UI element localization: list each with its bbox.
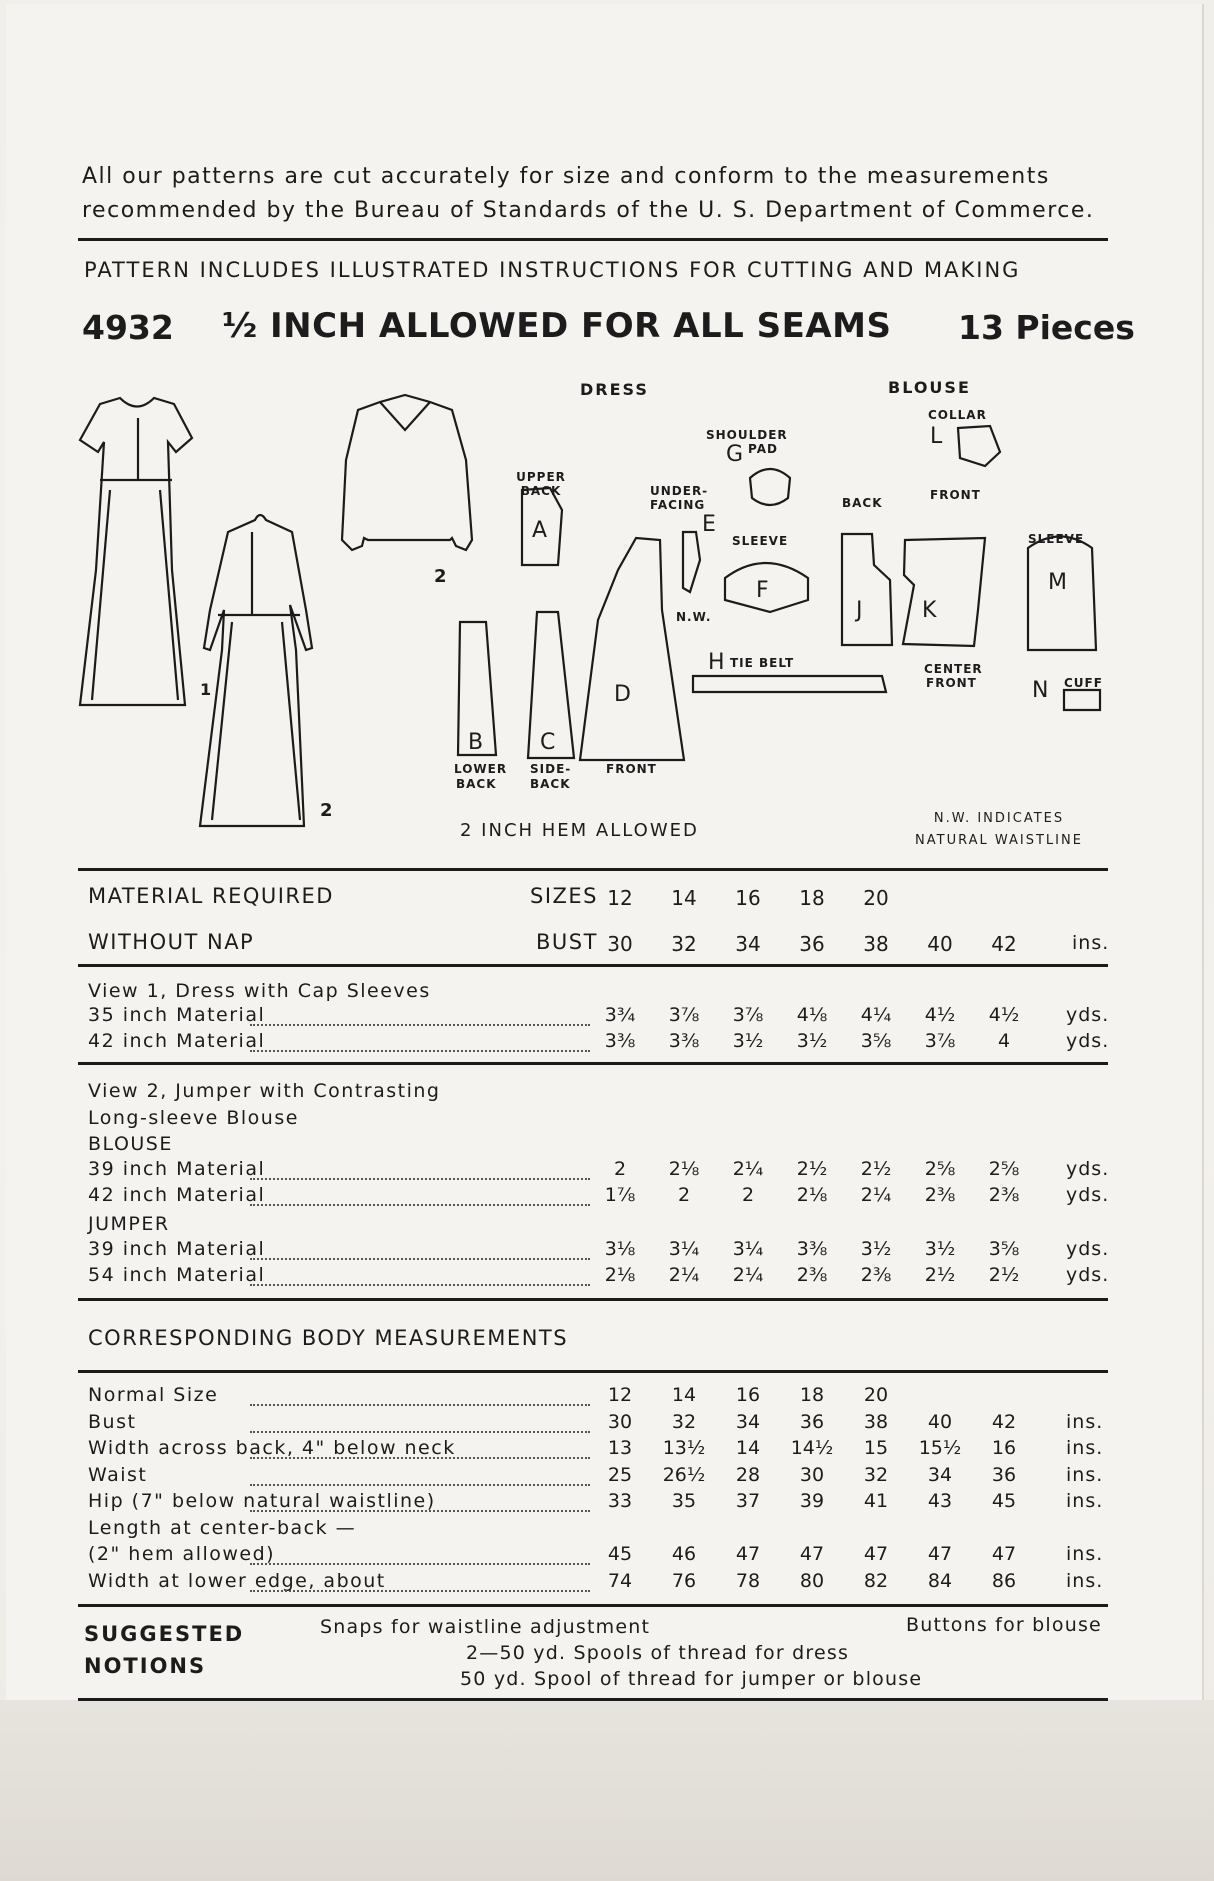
notion-snaps: Snaps for waistline adjustment (320, 1616, 651, 1638)
view-1-value-cell: 3⅝ (860, 1030, 892, 1052)
divider (78, 1604, 1108, 1607)
jumper-unit: yds. (1066, 1238, 1110, 1260)
blouse-value-cell: 2⅜ (924, 1184, 956, 1206)
body-value-cell: 34 (927, 1463, 953, 1486)
pieces-count: 13 Pieces (958, 308, 1135, 347)
piece-h-label: TIE BELT (730, 656, 795, 670)
view-1-number: 1 (200, 680, 212, 699)
hem-note: 2 INCH HEM ALLOWED (460, 820, 699, 841)
divider (78, 238, 1108, 241)
body-value-cell: 28 (735, 1463, 761, 1486)
pattern-number: 4932 (82, 308, 174, 347)
view-1-value-cell: 4½ (988, 1004, 1020, 1026)
piece-j-label: BACK (842, 496, 883, 510)
body-value-cell: 76 (671, 1569, 697, 1592)
view-2-blouse-illustration (342, 395, 472, 550)
blouse-title: BLOUSE (88, 1133, 173, 1155)
view-1-row-label: 35 inch Material (88, 1004, 266, 1026)
piece-c-label-1: SIDE- (530, 762, 572, 776)
piece-k-label-1: FRONT (930, 488, 981, 502)
body-value-cell: 37 (735, 1490, 761, 1512)
jumper-value-cell: 3⅜ (796, 1238, 828, 1260)
jumper-value-cell: 2⅜ (860, 1264, 892, 1286)
view-1-value-cell: 3⅞ (668, 1004, 700, 1026)
body-value-cell: 15½ (918, 1437, 962, 1459)
view-1-value-cell: 3⅞ (732, 1004, 764, 1026)
body-row-label: Waist (88, 1463, 148, 1486)
body-unit: ins. (1066, 1463, 1104, 1486)
piece-d-label: FRONT (606, 762, 657, 776)
piece-g-label-2: PAD (748, 442, 778, 456)
piece-e-label-1: UNDER- (650, 484, 709, 498)
bust-header-cell: 40 (927, 932, 953, 956)
bust-header-cell: 30 (607, 932, 633, 956)
body-leader-dots (250, 1457, 590, 1459)
jumper-value-cell: 2½ (924, 1264, 956, 1286)
body-value-cell: 47 (991, 1543, 1017, 1565)
jumper-title: JUMPER (88, 1213, 170, 1235)
body-value-cell: 16 (991, 1437, 1017, 1459)
view-1-value-cell: 4¼ (860, 1004, 892, 1026)
view-1-leader-dots (250, 1024, 590, 1026)
blouse-unit: yds. (1066, 1184, 1110, 1206)
size-header-cell: 16 (735, 886, 761, 910)
body-value-cell: 14 (735, 1437, 761, 1459)
divider (78, 1062, 1108, 1065)
body-value-cell: 86 (991, 1569, 1017, 1592)
blouse-value-cell: 1⅞ (604, 1184, 636, 1206)
blouse-unit: yds. (1066, 1158, 1110, 1180)
piece-d: D (614, 682, 631, 707)
intro-text (82, 160, 1112, 228)
body-value-cell: 13 (607, 1437, 633, 1459)
body-value-cell: 80 (799, 1569, 825, 1592)
view-1-value-cell: 4 (997, 1030, 1011, 1052)
body-value-cell: 45 (607, 1543, 633, 1565)
body-unit: ins. (1066, 1569, 1104, 1592)
body-value-cell: 78 (735, 1569, 761, 1592)
bust-unit: ins. (1072, 932, 1110, 954)
view-1-title: View 1, Dress with Cap Sleeves (88, 980, 431, 1002)
divider (78, 1370, 1108, 1373)
piece-j: J (856, 598, 863, 623)
body-leader-dots (250, 1590, 590, 1592)
blouse-value-cell: 2¼ (860, 1184, 892, 1206)
body-row-label: Length at center-back — (88, 1516, 357, 1539)
view-1-value-cell: 3½ (796, 1030, 828, 1052)
jumper-value-cell: 2¼ (668, 1264, 700, 1286)
blouse-leader-dots (250, 1204, 590, 1206)
seam-allowance: ½ INCH ALLOWED FOR ALL SEAMS (222, 306, 892, 346)
intro-line-2: recommended by the Bureau of Standards of the U. S. Department of Commerce. (82, 198, 1095, 223)
body-value-cell: 41 (863, 1490, 889, 1512)
body-value-cell: 36 (991, 1463, 1017, 1486)
bust-header-cell: 36 (799, 932, 825, 956)
view-1-value-cell: 3⅜ (668, 1030, 700, 1052)
piece-a-label: UPPER BACK (516, 470, 566, 498)
body-unit: ins. (1066, 1543, 1104, 1565)
piece-k-label-3: FRONT (926, 676, 977, 690)
body-value-cell: 42 (991, 1410, 1017, 1433)
body-leader-dots (250, 1484, 590, 1486)
view-2-blouse-number: 2 (434, 566, 447, 587)
body-unit: ins. (1066, 1437, 1104, 1459)
view-1-value-cell: 4½ (924, 1004, 956, 1026)
blouse-value-cell: 2⅝ (924, 1158, 956, 1180)
jumper-value-cell: 2¼ (732, 1264, 764, 1286)
body-value-cell: 12 (607, 1384, 633, 1406)
view-1-value-cell: 3¾ (604, 1004, 636, 1026)
notions-title-1: SUGGESTED (84, 1622, 245, 1646)
piece-h: H (708, 650, 725, 675)
bust-label: BUST (536, 930, 598, 954)
piece-c: C (540, 730, 556, 755)
view-1-leader-dots (250, 1050, 590, 1052)
body-value-cell: 47 (799, 1543, 825, 1565)
material-required-title: MATERIAL REQUIRED (88, 884, 334, 908)
body-value-cell: 13½ (662, 1437, 706, 1459)
view-1-row-label: 42 inch Material (88, 1030, 266, 1052)
view-2-title-1: View 2, Jumper with Contrasting (88, 1080, 441, 1102)
blouse-row-label: 39 inch Material (88, 1158, 266, 1180)
body-leader-dots (250, 1431, 590, 1433)
intro-line-1: All our patterns are cut accurately for size and conform to the measurements (82, 164, 1050, 189)
view-1-unit: yds. (1066, 1004, 1110, 1026)
body-leader-dots (250, 1404, 590, 1406)
blouse-value-cell: 2¼ (732, 1158, 764, 1180)
size-header-cell: 20 (863, 886, 889, 910)
view-1-value-cell: 3½ (732, 1030, 764, 1052)
notions-title-2: NOTIONS (84, 1654, 207, 1678)
size-header-cell: 14 (671, 886, 697, 910)
body-value-cell: 33 (607, 1490, 633, 1512)
body-value-cell: 16 (735, 1384, 761, 1406)
blouse-row-label: 42 inch Material (88, 1184, 266, 1206)
body-value-cell: 14 (671, 1384, 697, 1406)
blouse-value-cell: 2⅜ (988, 1184, 1020, 1206)
body-value-cell: 18 (799, 1384, 825, 1406)
body-row-label: Bust (88, 1410, 137, 1433)
notions-title (84, 1618, 244, 1682)
divider (78, 1298, 1108, 1301)
body-row-label: Hip (7" below natural waistline) (88, 1490, 436, 1512)
body-unit: ins. (1066, 1410, 1104, 1433)
notion-thread-jumper: 50 yd. Spool of thread for jumper or blouse (460, 1668, 923, 1690)
view-1-unit: yds. (1066, 1030, 1110, 1052)
view-1-value-cell: 4⅛ (796, 1004, 828, 1026)
piece-b: B (468, 730, 484, 755)
body-value-cell: 35 (671, 1490, 697, 1512)
jumper-value-cell: 2⅛ (604, 1264, 636, 1286)
bust-header-cell: 32 (671, 932, 697, 956)
bust-header-cell: 34 (735, 932, 761, 956)
body-value-cell: 46 (671, 1543, 697, 1565)
body-value-cell: 40 (927, 1410, 953, 1433)
body-unit: ins. (1066, 1490, 1104, 1512)
nw-note-line-2: NATURAL WAISTLINE (915, 833, 1083, 848)
body-value-cell: 39 (799, 1490, 825, 1512)
body-row-label: Width across back, 4" below neck (88, 1437, 456, 1459)
size-header-cell: 12 (607, 886, 633, 910)
blouse-value-cell: 2⅛ (796, 1184, 828, 1206)
body-value-cell: 34 (735, 1410, 761, 1433)
body-value-cell: 36 (799, 1410, 825, 1433)
piece-b-label-2: BACK (456, 777, 497, 791)
blouse-value-cell: 2 (741, 1184, 755, 1206)
blouse-leader-dots (250, 1178, 590, 1180)
body-value-cell: 45 (991, 1490, 1017, 1512)
jumper-value-cell: 2½ (988, 1264, 1020, 1286)
blouse-value-cell: 2½ (796, 1158, 828, 1180)
body-row-label: Normal Size (88, 1384, 219, 1406)
body-value-cell: 47 (927, 1543, 953, 1565)
piece-m-label: SLEEVE (1028, 532, 1085, 546)
divider (78, 1698, 1108, 1701)
jumper-value-cell: 3½ (924, 1238, 956, 1260)
body-leader-dots (250, 1510, 590, 1512)
bust-header-cell: 38 (863, 932, 889, 956)
body-leader-dots (250, 1563, 590, 1565)
jumper-value-cell: 3½ (860, 1238, 892, 1260)
piece-l: L (930, 424, 943, 449)
body-value-cell: 74 (607, 1569, 633, 1592)
piece-g: G (726, 442, 744, 467)
jumper-value-cell: 3¼ (732, 1238, 764, 1260)
body-value-cell: 20 (863, 1384, 889, 1406)
view-2-number: 2 (320, 800, 333, 821)
body-row-label: Width at lower edge, about (88, 1569, 386, 1592)
piece-l-label: COLLAR (928, 408, 987, 422)
piece-b-label-1: LOWER (454, 762, 508, 776)
jumper-leader-dots (250, 1284, 590, 1286)
view-2-title-2: Long-sleeve Blouse (88, 1107, 299, 1129)
body-measurements-title: CORRESPONDING BODY MEASUREMENTS (88, 1326, 569, 1350)
body-value-cell: 26½ (662, 1463, 706, 1486)
body-value-cell: 32 (671, 1410, 697, 1433)
divider (78, 964, 1108, 967)
body-value-cell: 84 (927, 1569, 953, 1592)
body-value-cell: 38 (863, 1410, 889, 1433)
piece-k-label-2: CENTER (924, 662, 983, 676)
body-value-cell: 30 (607, 1410, 633, 1433)
jumper-value-cell: 2⅜ (796, 1264, 828, 1286)
jumper-unit: yds. (1066, 1264, 1110, 1286)
bust-header-cell: 42 (991, 932, 1017, 956)
nw-note (894, 808, 1104, 852)
body-value-cell: 47 (863, 1543, 889, 1565)
sizes-label: SIZES (530, 884, 599, 908)
nw-mark: N.W. (676, 610, 712, 624)
piece-c-label-2: BACK (530, 777, 571, 791)
body-value-cell: 47 (735, 1543, 761, 1565)
dress-label: DRESS (580, 380, 649, 399)
body-value-cell: 15 (863, 1437, 889, 1459)
piece-n-label: CUFF (1064, 676, 1103, 690)
blouse-label: BLOUSE (888, 378, 971, 397)
piece-k: K (922, 598, 937, 623)
divider (78, 868, 1108, 871)
piece-m: M (1048, 570, 1067, 595)
jumper-row-label: 39 inch Material (88, 1238, 266, 1260)
piece-a: A (532, 518, 548, 543)
body-value-cell: 32 (863, 1463, 889, 1486)
notion-buttons: Buttons for blouse (906, 1614, 1102, 1636)
jumper-leader-dots (250, 1258, 590, 1260)
jumper-value-cell: 3⅝ (988, 1238, 1020, 1260)
blouse-value-cell: 2⅝ (988, 1158, 1020, 1180)
body-value-cell: 30 (799, 1463, 825, 1486)
view-1-value-cell: 3⅞ (924, 1030, 956, 1052)
body-row-label: (2" hem allowed) (88, 1543, 276, 1565)
notion-thread-dress: 2—50 yd. Spools of thread for dress (466, 1642, 850, 1664)
body-value-cell: 14½ (790, 1437, 834, 1459)
body-value-cell: 82 (863, 1569, 889, 1592)
piece-f-label: SLEEVE (732, 534, 789, 548)
piece-e: E (702, 512, 716, 537)
view-1-dress-illustration (80, 398, 192, 705)
blouse-value-cell: 2⅛ (668, 1158, 700, 1180)
body-value-cell: 43 (927, 1490, 953, 1512)
piece-g-label-1: SHOULDER (706, 428, 788, 442)
view-1-value-cell: 3⅜ (604, 1030, 636, 1052)
blouse-value-cell: 2½ (860, 1158, 892, 1180)
piece-n: N (1032, 678, 1049, 703)
includes-line: PATTERN INCLUDES ILLUSTRATED INSTRUCTIONS FOR CUTTING AND MAKING (84, 258, 1021, 282)
blouse-value-cell: 2 (613, 1158, 627, 1180)
nw-note-line-1: N.W. INDICATES (933, 811, 1065, 826)
piece-e-label-2: FACING (650, 498, 706, 512)
view-2-jumper-illustration (200, 515, 312, 826)
jumper-row-label: 54 inch Material (88, 1264, 266, 1286)
jumper-value-cell: 3¼ (668, 1238, 700, 1260)
size-header-cell: 18 (799, 886, 825, 910)
piece-f: F (756, 578, 769, 603)
without-nap-label: WITHOUT NAP (88, 930, 255, 954)
body-value-cell: 25 (607, 1463, 633, 1486)
jumper-value-cell: 3⅛ (604, 1238, 636, 1260)
envelope-flap (0, 1700, 1214, 1881)
blouse-value-cell: 2 (677, 1184, 691, 1206)
